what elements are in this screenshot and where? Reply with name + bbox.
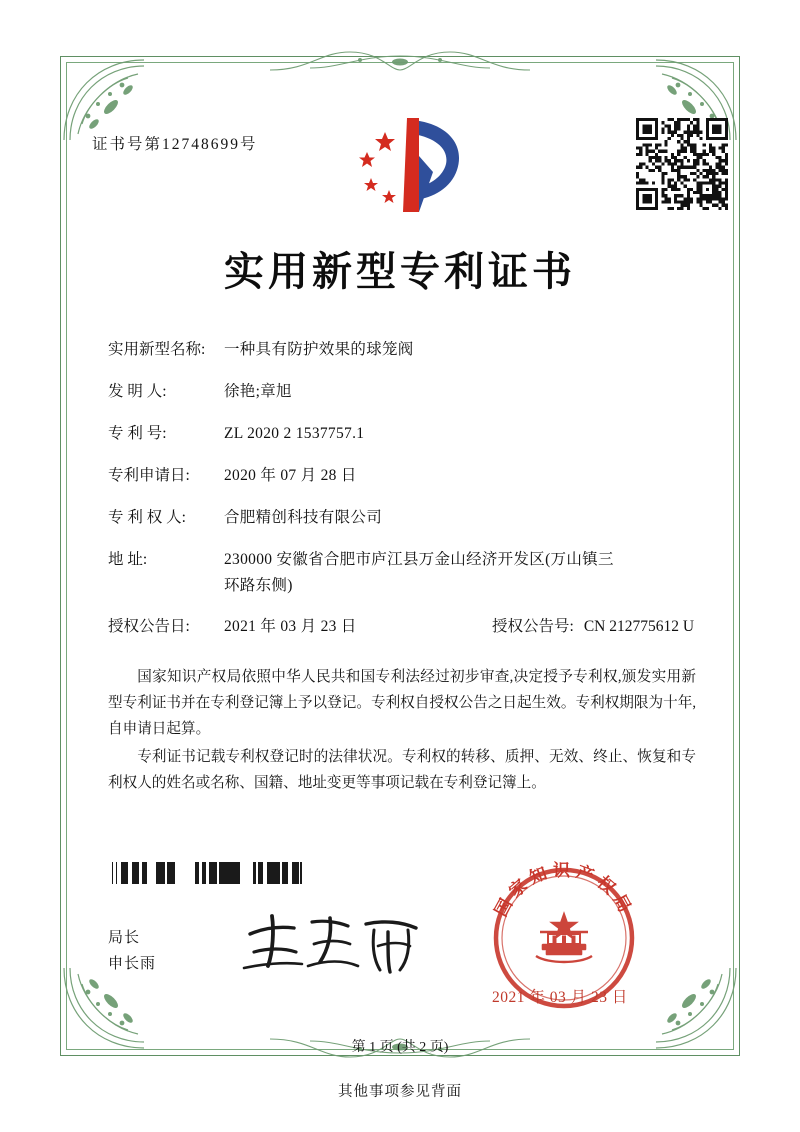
page-number: 第 1 页 (共 2 页) xyxy=(351,1040,449,1055)
field-value: 一种具有防护效果的球笼阀 xyxy=(224,341,414,358)
barcode xyxy=(108,862,304,884)
seal-date: 2021 年 03 月 23 日 xyxy=(492,989,628,1006)
field-label-grant-date: 授权公告日: xyxy=(108,618,190,636)
field-value-wrap xyxy=(224,550,708,597)
signature-title: 局长 xyxy=(108,930,141,946)
field-row-inventor xyxy=(108,382,708,403)
field-label-grant-number: 授权公告号: xyxy=(492,618,574,636)
certificate-number: 证书号第12748699号 xyxy=(92,136,258,153)
body-paragraph-1: 国家知识产权局依照中华人民共和国专利法经过初步审查,决定授予专利权,颁发实用新型专利证书并在专利登记簿上予以登记。专利权自授权公告之日起生效。专利权期限为十年,自申请日起算。 xyxy=(108,669,696,737)
signature-name: 申长雨 xyxy=(108,956,157,972)
field-label: 专 利 权 人: xyxy=(108,508,186,526)
qr-code-icon xyxy=(636,118,728,210)
page-title: 实用新型专利证书 xyxy=(224,248,576,295)
svg-text:国家知识产权局: 国家知识产权局 xyxy=(491,861,637,921)
cnipa-logo-icon xyxy=(345,112,470,222)
field-label: 实用新型名称: xyxy=(108,341,206,358)
field-label: 专利申请日: xyxy=(108,466,190,484)
field-value: 徐艳;章旭 xyxy=(224,382,292,400)
body-text xyxy=(108,664,696,798)
field-value: 230000 安徽省合肥市庐江县万金山经济开发区(万山镇三 xyxy=(224,550,614,568)
field-label: 地 址: xyxy=(108,550,148,568)
field-value: ZL 2020 2 1537757.1 xyxy=(224,424,365,442)
field-label: 发 明 人: xyxy=(108,382,167,400)
footer-note: 其他事项参见背面 xyxy=(338,1084,462,1100)
field-value: 2020 年 07 月 28 日 xyxy=(224,466,357,484)
field-value-grant-number: CN 212775612 U xyxy=(583,618,695,636)
field-row-patentee xyxy=(108,508,708,529)
edge-ornament-icon xyxy=(250,46,550,81)
field-row-address xyxy=(108,550,708,597)
field-row-application-date xyxy=(108,466,708,487)
certificate-fields xyxy=(108,340,708,659)
body-paragraph-2: 专利证书记载专利权登记时的法律状况。专利权的转移、质押、无效、终止、恢复和专利权人的姓名或名称、国籍、地址变更等事项记载在专利登记簿上。 xyxy=(108,749,696,791)
field-value-grant-date: 2021 年 03 月 23 日 xyxy=(224,618,357,636)
field-label: 专 利 号: xyxy=(108,424,167,442)
handwritten-signature-icon xyxy=(238,908,428,978)
field-value-continued: 环路东侧) xyxy=(224,576,293,594)
field-value: 合肥精创科技有限公司 xyxy=(224,508,383,526)
field-row-patent-number xyxy=(108,424,708,445)
signature-block xyxy=(108,925,156,977)
field-row-name xyxy=(108,340,708,361)
field-row-grant xyxy=(108,617,708,638)
